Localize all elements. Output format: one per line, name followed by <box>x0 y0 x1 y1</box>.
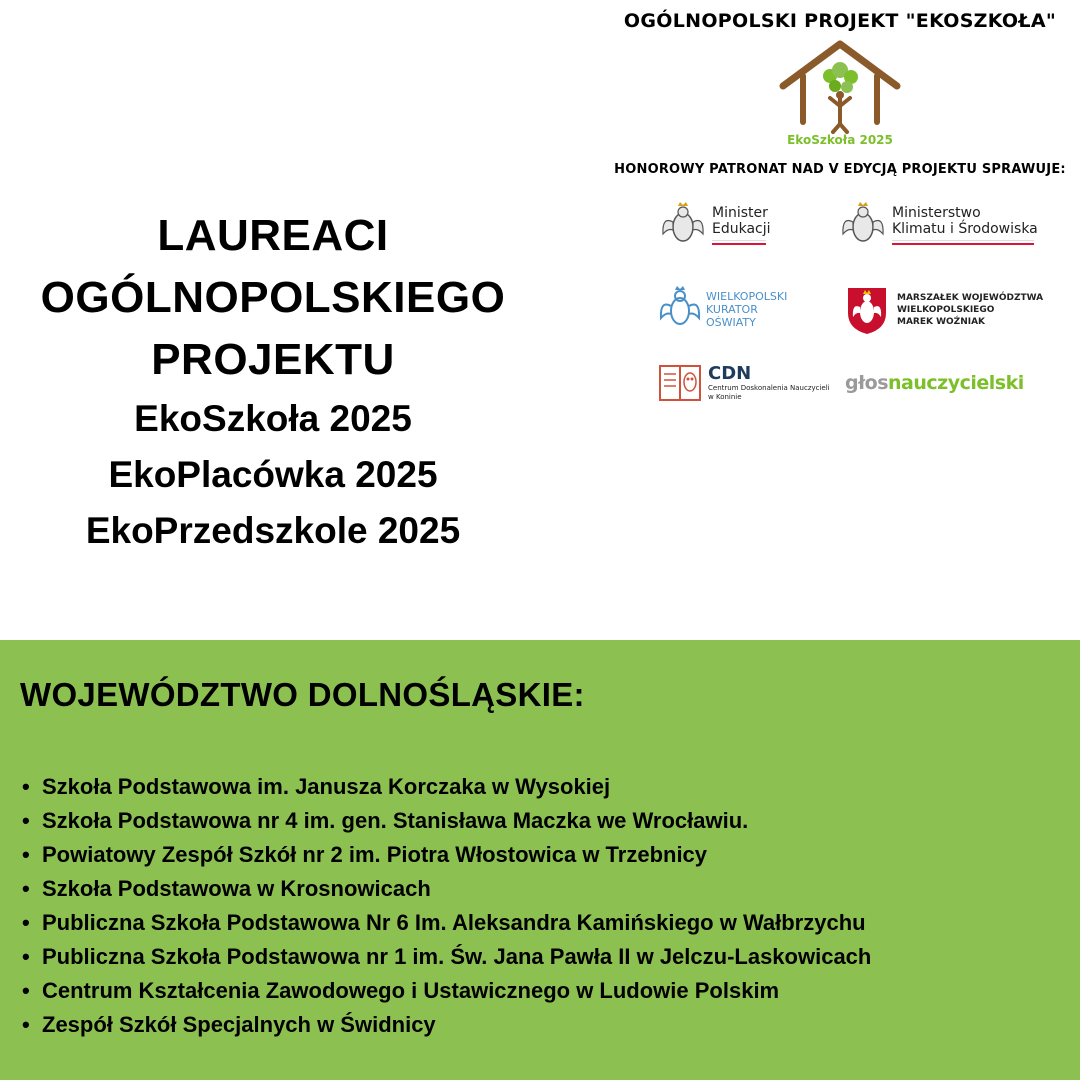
school-name: Zespół Szkół Specjalnych w Świdnicy <box>42 1012 436 1037</box>
bullet-icon: • <box>22 944 30 969</box>
bullet-icon: • <box>22 978 30 1003</box>
patronage-heading: HONOROWY PATRONAT NAD V EDYCJĄ PROJEKTU SPRAWUJE: <box>614 162 1066 177</box>
flag-stripe <box>892 240 1034 245</box>
cdn-line1: Centrum Doskonalenia Nauczycieli <box>708 384 830 392</box>
glos-nauczycielski-logo <box>845 372 1024 394</box>
school-name: Powiatowy Zespół Szkół nr 2 im. Piotra Włostowica w Trzebnicy <box>42 842 708 867</box>
headline-sub1: EkoSzkoła 2025 <box>134 398 412 439</box>
school-list-item <box>22 872 871 906</box>
marszalek-line1: MARSZAŁEK WOJEWÓDZTWA <box>897 293 1044 303</box>
school-name: Szkoła Podstawowa im. Janusza Korczaka w Wysokiej <box>42 774 611 799</box>
school-list-item <box>22 974 871 1008</box>
glos-part1: głos <box>845 372 889 394</box>
school-list-item <box>22 838 871 872</box>
school-list-item <box>22 1008 871 1042</box>
ministerstwo-line1: Ministerstwo <box>892 205 981 221</box>
kurator-line3: OŚWIATY <box>706 315 756 329</box>
school-list-item <box>22 906 871 940</box>
kurator-line1: WIELKOPOLSKI <box>706 289 788 303</box>
marszalek-logo <box>845 285 1043 335</box>
bullet-icon: • <box>22 774 30 799</box>
glos-part2: nauczycielski <box>888 372 1024 394</box>
coat-of-arms-icon <box>845 285 889 335</box>
cdn-line2: w Koninie <box>708 393 742 401</box>
minister-edukacji-logo <box>660 200 771 250</box>
school-list-item <box>22 770 871 804</box>
ekoszkola-logo <box>775 40 905 152</box>
cdn-abbr: CDN <box>708 363 752 384</box>
headline-line3: PROJEKTU <box>151 335 395 384</box>
flag-stripe <box>712 240 766 245</box>
ministerstwo-klimatu-logo <box>840 200 1038 250</box>
region-title: WOJEWÓDZTWO DOLNOŚLĄSKIE: <box>20 676 585 713</box>
bullet-icon: • <box>22 842 30 867</box>
book-owl-icon <box>658 362 702 404</box>
marszalek-line2: WIELKOPOLSKIEGO <box>897 305 995 315</box>
school-list-item <box>22 804 871 838</box>
eagle-emblem-icon <box>660 200 706 250</box>
bullet-icon: • <box>22 876 30 901</box>
headline-line2: OGÓLNOPOLSKIEGO <box>40 273 506 322</box>
school-list-item <box>22 940 871 974</box>
project-title: OGÓLNOPOLSKI PROJEKT "EKOSZKOŁA" <box>623 10 1057 32</box>
headline-line1: LAUREACI <box>157 211 389 260</box>
school-name: Szkoła Podstawowa nr 4 im. gen. Stanisława Maczka we Wrocławiu. <box>42 808 749 833</box>
school-name: Szkoła Podstawowa w Krosnowicach <box>42 876 431 901</box>
ministerstwo-line2: Klimatu i Środowiska <box>892 221 1038 237</box>
school-name: Publiczna Szkoła Podstawowa nr 1 im. Św. Jana Pawła II w Jelczu-Laskowicach <box>42 944 872 969</box>
minister-line1: Minister <box>712 205 768 221</box>
minister-line2: Edukacji <box>712 221 771 237</box>
school-name: Publiczna Szkoła Podstawowa Nr 6 Im. Aleksandra Kamińskiego w Wałbrzychu <box>42 910 866 935</box>
bullet-icon: • <box>22 1012 30 1037</box>
school-name: Centrum Kształcenia Zawodowego i Ustawicznego w Ludowie Polskim <box>42 978 780 1003</box>
headline <box>20 205 526 559</box>
eagle-emblem-icon <box>658 285 702 333</box>
headline-sub3: EkoPrzedszkole 2025 <box>85 510 461 551</box>
kurator-oswiaty-logo <box>658 285 787 333</box>
house-tree-icon <box>775 40 905 135</box>
school-list <box>22 770 871 1042</box>
bullet-icon: • <box>22 910 30 935</box>
bullet-icon: • <box>22 808 30 833</box>
cdn-logo <box>658 362 830 404</box>
headline-sub2: EkoPlacówka 2025 <box>108 454 438 495</box>
kurator-line2: KURATOR <box>706 302 758 316</box>
logo-caption: EkoSzkoła 2025 <box>787 133 893 147</box>
eagle-emblem-icon <box>840 200 886 250</box>
marszalek-line3: MAREK WOŹNIAK <box>897 317 986 327</box>
